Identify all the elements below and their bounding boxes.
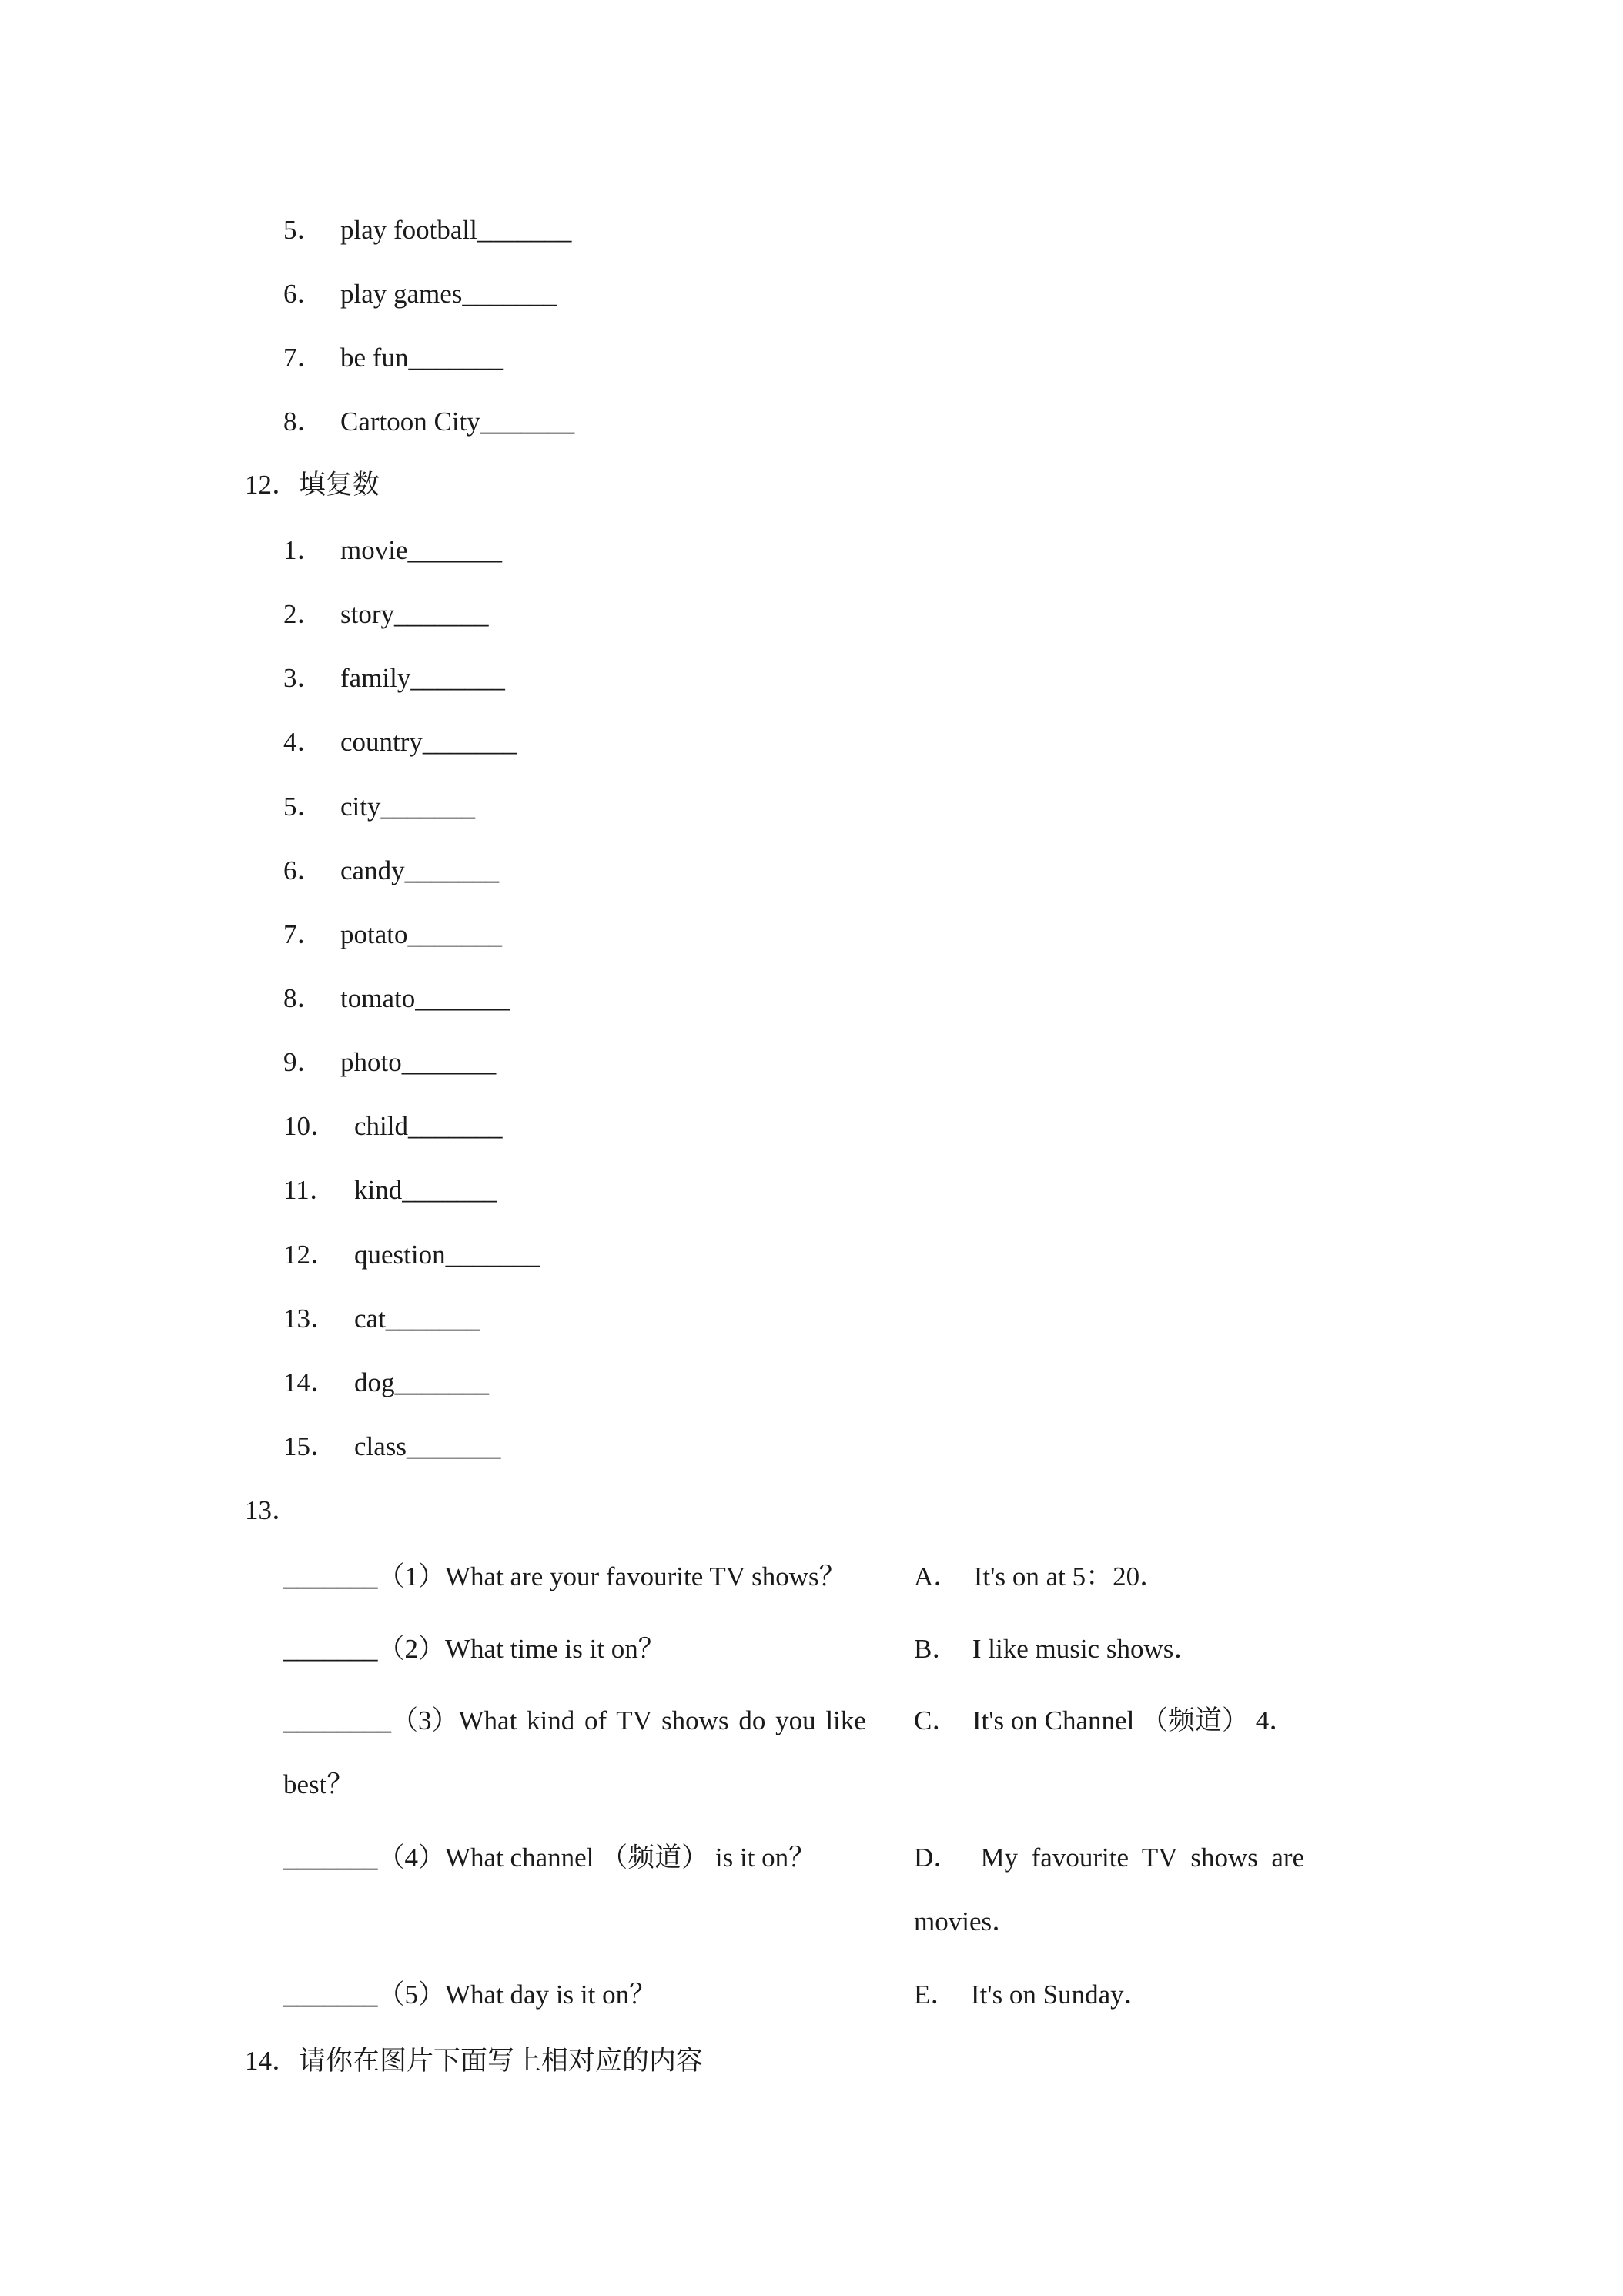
q12-item-6-number: 6． [283,855,324,885]
q11-item-8-text: Cartoon City_______ [340,407,575,437]
q13-question-3-continued: best？ [283,1769,354,1799]
q12-item-14-number: 14． [283,1367,338,1397]
q11-item-5-number: 5． [283,215,324,245]
q12-item-11-number: 11． [283,1175,336,1205]
q12-item-5-number: 5． [283,792,324,822]
q12-item-4-number: 4． [283,727,324,757]
q12-item-15-number: 15． [283,1431,338,1461]
q13-question-2: _______（2）What time is it on？ [283,1634,665,1664]
q12-item-1-number: 1． [283,535,324,565]
q14-heading: 14．请你在图片下面写上相对应的内容 [245,2046,704,2076]
q12-item-3-number: 3． [283,663,324,693]
q12-item-2-number: 2． [283,599,324,629]
q13-answer-d-continued: movies． [914,1906,1019,1936]
q12-item-1-text: movie_______ [340,535,502,565]
q12-item-7-number: 7． [283,919,324,949]
q12-item-8-number: 8． [283,983,324,1013]
q12-item-8-text: tomato_______ [340,983,510,1013]
q13-answer-d: D． My favourite TV shows are [914,1842,1305,1873]
q13-heading: 13． [245,1495,300,1525]
q12-item-12-text: question_______ [354,1240,540,1270]
q11-item-7-text: be fun_______ [340,343,503,373]
q11-item-5-text: play football_______ [340,215,572,245]
q13-question-5: _______（5）What day is it on？ [283,1980,657,2010]
q13-question-3: ________（3）What kind of TV shows do you like [283,1705,866,1735]
q12-item-14-text: dog_______ [354,1367,489,1397]
q12-item-9-text: photo_______ [340,1047,497,1077]
q12-item-3-text: family_______ [340,663,505,693]
q12-item-4-text: country_______ [340,727,517,757]
q11-item-8-number: 8． [283,407,324,437]
q13-answer-b: B． I like music shows． [914,1634,1201,1664]
q12-item-6-text: candy_______ [340,855,500,885]
q12-item-11-text: kind_______ [354,1175,497,1205]
q12-item-13-text: cat_______ [354,1304,480,1334]
q13-answer-e: E． It's on Sunday． [914,1980,1151,2010]
q12-heading: 12．填复数 [245,470,380,500]
q12-item-9-number: 9． [283,1047,324,1077]
q12-item-10-number: 10． [283,1111,338,1141]
q13-answer-c: C． It's on Channel （频道） 4． [914,1705,1297,1735]
q11-item-6-text: play games_______ [340,279,557,309]
q12-item-15-text: class_______ [354,1431,501,1461]
q12-item-2-text: story_______ [340,599,489,629]
q11-item-6-number: 6． [283,279,324,309]
q12-item-5-text: city_______ [340,792,475,822]
q12-item-13-number: 13． [283,1304,338,1334]
q12-item-10-text: child_______ [354,1111,503,1141]
q13-answer-a: A． It's on at 5：20． [914,1561,1167,1591]
q12-item-12-number: 12． [283,1240,338,1270]
q12-item-7-text: potato_______ [340,919,502,949]
q11-item-7-number: 7． [283,343,324,373]
q13-question-4: _______（4）What channel （频道） is it on？ [283,1842,816,1873]
q13-question-1: _______（1）What are your favourite TV shows？ [283,1561,846,1591]
